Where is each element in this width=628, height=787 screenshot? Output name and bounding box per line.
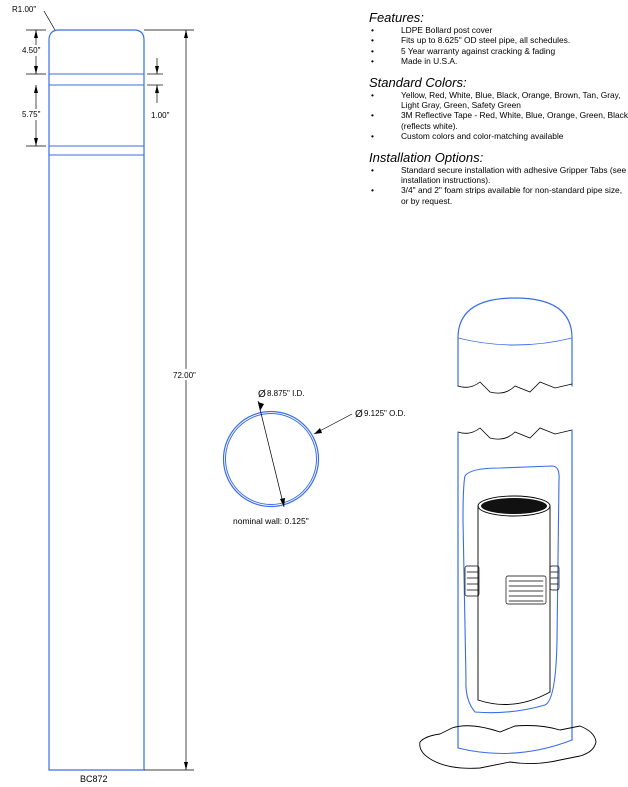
installation-list — [369, 165, 628, 207]
overall-height-dimension — [144, 30, 194, 770]
arrow — [258, 402, 264, 411]
bollard-elevation — [49, 30, 144, 770]
list-item-text: LDPE Bollard post cover — [401, 25, 493, 35]
dim-4-50-label: 4.50" — [22, 46, 41, 55]
features-section — [369, 10, 628, 67]
id-dimension-line — [258, 401, 284, 507]
list-item-text: Standard secure installation with adhesive Gripper Tabs (see installation instructions). — [401, 164, 627, 186]
inner-diameter-circle — [226, 414, 317, 505]
list-item-text: Yellow, Red, White, Blue, Black, Orange, Brown, Tan, Gray, Light Gray, Green, Safety Green — [401, 89, 621, 111]
gripper-tab-left — [465, 566, 479, 596]
steel-pipe — [478, 496, 550, 705]
bullet: • — [371, 110, 374, 121]
bullet: • — [371, 164, 374, 175]
gripper-tab-front — [506, 576, 546, 604]
isometric-cutaway — [420, 298, 596, 768]
arrow — [34, 85, 38, 93]
bullet: • — [371, 35, 374, 46]
radius-leader — [44, 11, 55, 30]
bollard-outline — [49, 30, 144, 770]
colors-title: Standard Colors: — [369, 74, 467, 90]
list-item-text: Custom colors and color-matching available — [401, 131, 564, 142]
list-item-text: 3M Reflective Tape - Red, White, Blue, Orange, Green, Black (reflects white). — [401, 110, 628, 131]
radius-label: R1.00" — [12, 5, 37, 14]
part-number: BC872 — [80, 774, 108, 784]
arrow — [34, 138, 38, 146]
dim-1-00-label: 1.00" — [151, 111, 170, 120]
arrow — [155, 85, 159, 93]
list-item — [369, 165, 628, 186]
arrow — [34, 30, 38, 38]
bullet: • — [371, 56, 374, 67]
bullet: • — [371, 45, 374, 56]
id-label: 8.875" I.D. — [267, 389, 305, 398]
list-item-text: 3/4" and 2" foam strips available for non-standard pipe size, or by request. — [401, 185, 623, 206]
features-title: Features: — [369, 10, 424, 25]
arrow — [314, 428, 322, 434]
od-diameter-symbol: Ø — [355, 409, 363, 420]
od-label: 9.125" O.D. — [364, 409, 406, 418]
list-item — [369, 185, 628, 206]
wall-label: nominal wall: 0.125" — [233, 516, 309, 526]
cross-section — [224, 401, 353, 507]
band-width-dimension — [147, 58, 163, 103]
ground-base — [420, 726, 596, 769]
spec-sheet — [369, 10, 628, 214]
pipe-top-fill — [481, 498, 547, 514]
arrow — [34, 66, 38, 74]
bullet: • — [371, 25, 374, 35]
dim-72-00-label: 72.00" — [173, 371, 196, 380]
break-line-bottom — [458, 428, 572, 439]
ground-base-inner — [458, 740, 572, 753]
bullet: • — [371, 89, 374, 100]
list-item-text: 5 Year warranty against cracking & fading — [401, 45, 556, 56]
installation-title: Installation Options: — [369, 149, 484, 165]
list-item-text: Made in U.S.A. — [401, 56, 458, 67]
list-item — [369, 131, 628, 141]
features-list — [369, 25, 628, 67]
break-line-top — [458, 382, 572, 393]
arrow — [155, 66, 159, 74]
list-item — [369, 35, 628, 45]
list-item — [369, 90, 628, 111]
id-diameter-symbol: Ø — [258, 389, 266, 400]
dome-rim — [458, 338, 572, 345]
list-item — [369, 110, 628, 131]
bullet: • — [371, 131, 374, 142]
bullet: • — [371, 185, 374, 196]
list-item — [369, 56, 628, 66]
arrow — [184, 762, 188, 770]
list-item — [369, 46, 628, 56]
installation-section — [369, 150, 628, 207]
pipe-bottom — [478, 692, 550, 705]
list-item-text: Fits up to 8.625" OD steel pipe, all schedules. — [401, 35, 571, 46]
radius-dimension — [12, 5, 55, 30]
colors-section — [369, 75, 628, 142]
arrow — [184, 30, 188, 38]
dim-5-75-label: 5.75" — [22, 110, 41, 119]
colors-list — [369, 90, 628, 142]
outer-diameter-circle — [224, 412, 319, 507]
list-item — [369, 25, 628, 35]
